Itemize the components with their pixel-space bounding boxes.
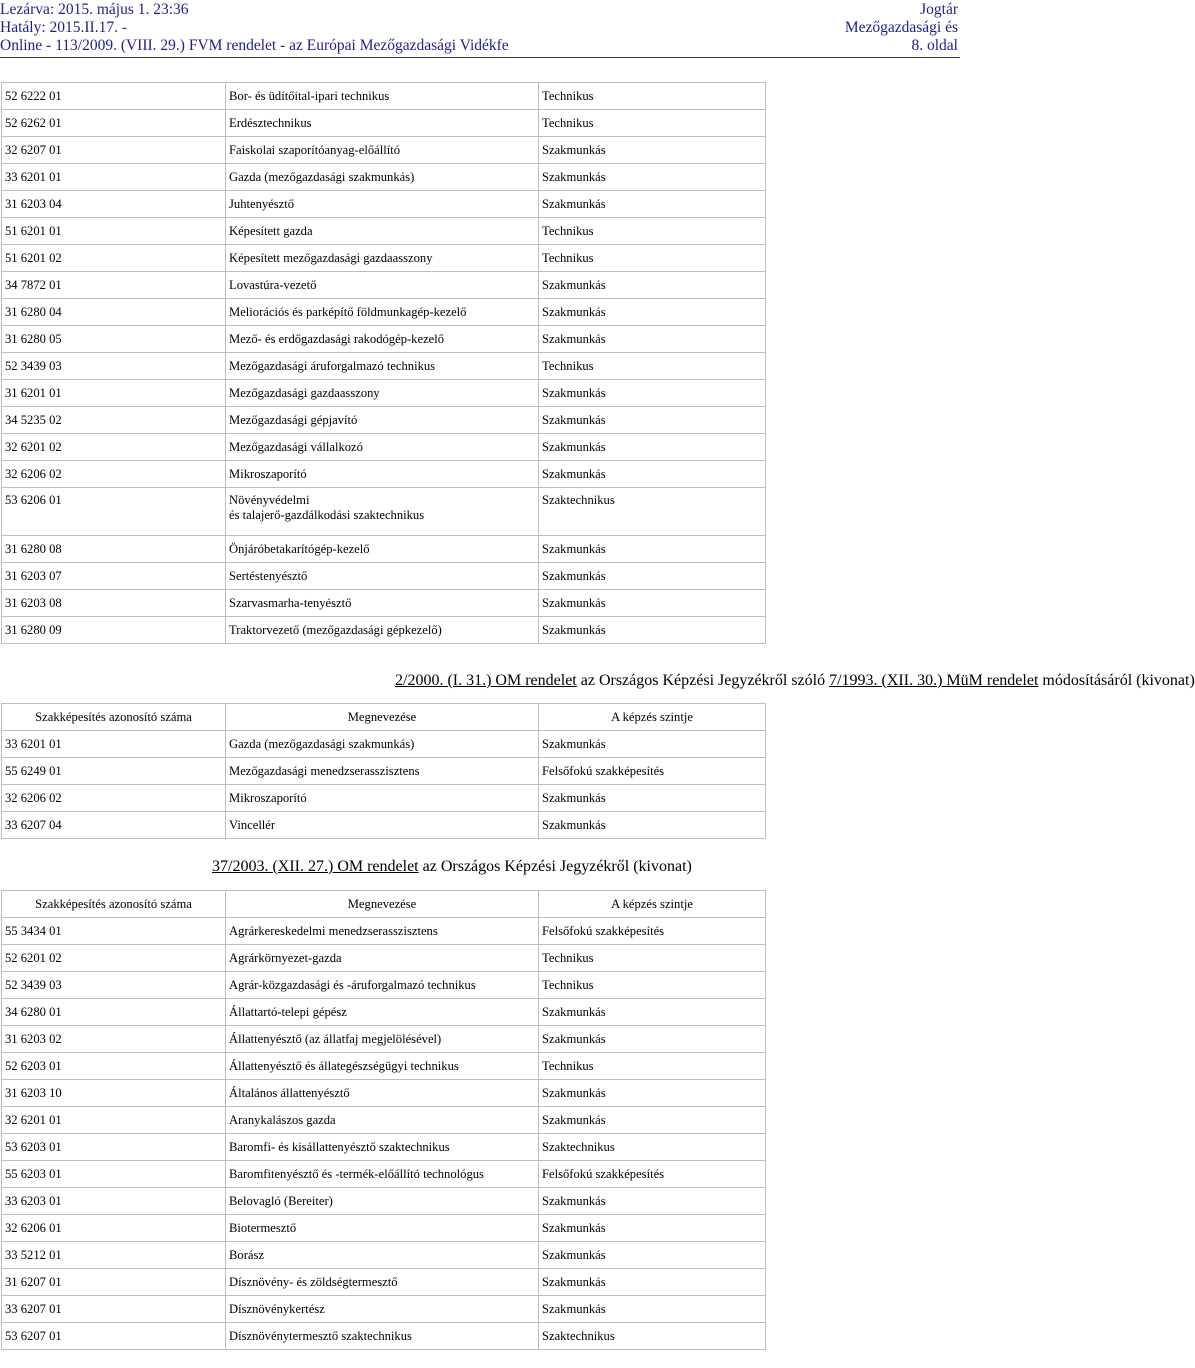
table-row [2, 1161, 766, 1188]
qualification-name-cell: Mezőgazdasági gépjavító [226, 407, 539, 434]
training-level-cell: Szakmunkás [539, 272, 766, 299]
training-level-cell: Szakmunkás [539, 617, 766, 644]
table-row [2, 590, 766, 617]
training-level-cell: Technikus [539, 353, 766, 380]
table-row [2, 918, 766, 945]
header-divider [0, 57, 960, 58]
table-row [2, 137, 766, 164]
qualification-name-cell: Baromfitenyésztő és -termék-előállító technológus [226, 1161, 539, 1188]
qualification-name-cell: Lovastúra-vezető [226, 272, 539, 299]
table-row [2, 83, 766, 110]
table-row [2, 191, 766, 218]
qualification-code-cell: 55 6249 01 [2, 758, 226, 785]
qualification-name-cell: Növényvédelmi és talajerő-gazdálkodási szaktechnikus [226, 488, 539, 536]
decree-link[interactable]: 37/2003. (XII. 27.) OM rendelet [212, 858, 419, 875]
training-level-cell: Technikus [539, 972, 766, 999]
qualification-code-cell: 33 5212 01 [2, 1242, 226, 1269]
table-row [2, 380, 766, 407]
table-row [2, 1107, 766, 1134]
qualification-name-cell: Képesített mezőgazdasági gazdaasszony [226, 245, 539, 272]
qualification-name-cell: Mikroszaporító [226, 785, 539, 812]
qualification-name-cell: Agrárkereskedelmi menedzserasszisztens [226, 918, 539, 945]
training-level-cell: Szakmunkás [539, 1242, 766, 1269]
qualification-name-cell: Képesített gazda [226, 218, 539, 245]
training-level-cell: Szakmunkás [539, 380, 766, 407]
caption-text: módosításáról (kivonat) [1038, 672, 1195, 689]
qualification-name-cell: Biotermesztő [226, 1215, 539, 1242]
training-level-cell: Szakmunkás [539, 1188, 766, 1215]
column-header: A képzés szintje [539, 891, 766, 918]
qualification-name-cell: Belovagló (Bereiter) [226, 1188, 539, 1215]
qualification-name-cell: Szarvasmarha-tenyésztő [226, 590, 539, 617]
table-header-row [2, 891, 766, 918]
qualification-code-cell: 33 6201 01 [2, 164, 226, 191]
qualification-code-cell: 31 6203 10 [2, 1080, 226, 1107]
training-level-cell: Technikus [539, 945, 766, 972]
table-row [2, 758, 766, 785]
qualification-code-cell: 34 6280 01 [2, 999, 226, 1026]
qualification-name-cell: Gazda (mezőgazdasági szakmunkás) [226, 164, 539, 191]
qualification-name-cell: Aranykalászos gazda [226, 1107, 539, 1134]
qualification-name-cell: Mezőgazdasági áruforgalmazó technikus [226, 353, 539, 380]
qualification-code-cell: 55 3434 01 [2, 918, 226, 945]
training-level-cell: Technikus [539, 218, 766, 245]
header-source: Jogtár [920, 1, 958, 18]
decree-link[interactable]: 7/1993. (XII. 30.) MüM rendelet [829, 672, 1039, 689]
table-row [2, 1215, 766, 1242]
table-row [2, 164, 766, 191]
table-row [2, 1323, 766, 1350]
table-row [2, 617, 766, 644]
page-header [0, 0, 960, 56]
qualification-code-cell: 52 6203 01 [2, 1053, 226, 1080]
column-header: Megnevezése [226, 891, 539, 918]
training-level-cell: Szakmunkás [539, 812, 766, 839]
qualification-code-cell: 31 6203 04 [2, 191, 226, 218]
training-level-cell: Szakmunkás [539, 1215, 766, 1242]
table-row [2, 218, 766, 245]
training-level-cell: Szakmunkás [539, 1296, 766, 1323]
training-level-cell: Szakmunkás [539, 999, 766, 1026]
qualification-name-cell: Mező- és erdőgazdasági rakodógép-kezelő [226, 326, 539, 353]
table-row [2, 945, 766, 972]
training-level-cell: Szakmunkás [539, 137, 766, 164]
table-row [2, 1134, 766, 1161]
training-level-cell: Szakmunkás [539, 1026, 766, 1053]
table-row [2, 999, 766, 1026]
table-row [2, 731, 766, 758]
qualification-code-cell: 53 6203 01 [2, 1134, 226, 1161]
qualification-name-cell: Agrárkörnyezet-gazda [226, 945, 539, 972]
training-level-cell: Szakmunkás [539, 191, 766, 218]
qualification-code-cell: 32 6206 02 [2, 461, 226, 488]
qualification-name-cell: Traktorvezető (mezőgazdasági gépkezelő) [226, 617, 539, 644]
qualification-code-cell: 33 6201 01 [2, 731, 226, 758]
table-row [2, 1269, 766, 1296]
decree-link[interactable]: 2/2000. (I. 31.) OM rendelet [395, 672, 577, 689]
qualification-code-cell: 32 6201 02 [2, 434, 226, 461]
header-closed-date: Lezárva: 2015. május 1. 23:36 [0, 1, 189, 18]
qualification-name-cell: Mezőgazdasági vállalkozó [226, 434, 539, 461]
table-header-row [2, 704, 766, 731]
table-row [2, 1188, 766, 1215]
qualification-name-cell: Mezőgazdasági menedzserasszisztens [226, 758, 539, 785]
qualification-code-cell: 53 6207 01 [2, 1323, 226, 1350]
qualification-code-cell: 51 6201 02 [2, 245, 226, 272]
caption-text: az Országos Képzési Jegyzékről szóló [576, 672, 830, 689]
training-level-cell: Szaktechnikus [539, 1323, 766, 1350]
qualification-name-cell: Önjáróbetakarítógép-kezelő [226, 536, 539, 563]
training-level-cell: Szakmunkás [539, 434, 766, 461]
training-level-cell: Szakmunkás [539, 1080, 766, 1107]
qualification-code-cell: 31 6203 02 [2, 1026, 226, 1053]
column-header: Megnevezése [226, 704, 539, 731]
qualification-code-cell: 34 7872 01 [2, 272, 226, 299]
column-header: Szakképesítés azonosító száma [2, 891, 226, 918]
qualification-name-cell: Mikroszaporító [226, 461, 539, 488]
qualification-name-cell: Dísznövény- és zöldségtermesztő [226, 1269, 539, 1296]
table-row [2, 536, 766, 563]
qualification-code-cell: 32 6206 01 [2, 1215, 226, 1242]
column-header: A képzés szintje [539, 704, 766, 731]
training-level-cell: Szaktechnikus [539, 1134, 766, 1161]
table-row [2, 1026, 766, 1053]
qualification-code-cell: 32 6206 02 [2, 785, 226, 812]
table-row [2, 1053, 766, 1080]
training-level-cell: Felsőfokú szakképesítés [539, 1161, 766, 1188]
header-document-title: Online - 113/2009. (VIII. 29.) FVM rendelet - az Európai Mezőgazdasági Vidékfe [0, 37, 509, 54]
qualification-code-cell: 33 6207 04 [2, 812, 226, 839]
table-row [2, 326, 766, 353]
qualifications-table-2 [1, 703, 766, 839]
training-level-cell: Szaktechnikus [539, 488, 766, 536]
qualification-code-cell: 55 6203 01 [2, 1161, 226, 1188]
training-level-cell: Szakmunkás [539, 563, 766, 590]
qualification-code-cell: 31 6203 08 [2, 590, 226, 617]
section-caption-2 [395, 671, 1195, 691]
table-row [2, 299, 766, 326]
qualification-name-cell: Gazda (mezőgazdasági szakmunkás) [226, 731, 539, 758]
header-section: Mezőgazdasági és [844, 19, 958, 36]
table-row [2, 245, 766, 272]
training-level-cell: Szakmunkás [539, 461, 766, 488]
qualification-code-cell: 31 6280 05 [2, 326, 226, 353]
qualification-name-cell: Faiskolai szaporítóanyag-előállító [226, 137, 539, 164]
qualification-name-cell: Borász [226, 1242, 539, 1269]
qualification-name-cell: Baromfi- és kisállattenyésztő szaktechnikus [226, 1134, 539, 1161]
qualification-code-cell: 31 6207 01 [2, 1269, 226, 1296]
training-level-cell: Technikus [539, 110, 766, 137]
table-row [2, 461, 766, 488]
table-row [2, 812, 766, 839]
training-level-cell: Szakmunkás [539, 326, 766, 353]
qualification-name-cell: Állattenyésztő (az állatfaj megjelölésével) [226, 1026, 539, 1053]
training-level-cell: Szakmunkás [539, 1269, 766, 1296]
table-row [2, 407, 766, 434]
qualification-name-cell: Vincellér [226, 812, 539, 839]
qualification-code-cell: 31 6280 08 [2, 536, 226, 563]
qualification-code-cell: 53 6206 01 [2, 488, 226, 536]
table-row [2, 110, 766, 137]
qualification-name-cell: Bor- és üdítőital-ipari technikus [226, 83, 539, 110]
qualification-name-cell: Általános állattenyésztő [226, 1080, 539, 1107]
qualification-name-cell: Juhtenyésztő [226, 191, 539, 218]
qualification-code-cell: 31 6201 01 [2, 380, 226, 407]
training-level-cell: Szakmunkás [539, 731, 766, 758]
table-row [2, 434, 766, 461]
qualification-name-cell: Meliorációs és parképítő földmunkagép-kezelő [226, 299, 539, 326]
training-level-cell: Technikus [539, 83, 766, 110]
qualification-code-cell: 32 6207 01 [2, 137, 226, 164]
qualification-code-cell: 52 3439 03 [2, 353, 226, 380]
qualifications-table-1 [1, 82, 766, 644]
qualification-code-cell: 52 6222 01 [2, 83, 226, 110]
qualification-code-cell: 51 6201 01 [2, 218, 226, 245]
qualification-code-cell: 31 6280 04 [2, 299, 226, 326]
table-row [2, 972, 766, 999]
qualification-name-cell: Állattenyésztő és állategészségügyi technikus [226, 1053, 539, 1080]
training-level-cell: Technikus [539, 245, 766, 272]
qualification-code-cell: 33 6207 01 [2, 1296, 226, 1323]
table-row [2, 1296, 766, 1323]
table-row [2, 272, 766, 299]
table-row [2, 488, 766, 536]
header-page-number: 8. oldal [911, 37, 958, 54]
training-level-cell: Szakmunkás [539, 536, 766, 563]
training-level-cell: Szakmunkás [539, 407, 766, 434]
training-level-cell: Szakmunkás [539, 299, 766, 326]
qualification-name-cell: Erdésztechnikus [226, 110, 539, 137]
table-row [2, 1080, 766, 1107]
training-level-cell: Szakmunkás [539, 164, 766, 191]
qualification-name-cell: Mezőgazdasági gazdaasszony [226, 380, 539, 407]
qualification-code-cell: 33 6203 01 [2, 1188, 226, 1215]
table-row [2, 1242, 766, 1269]
qualification-name-cell: Dísznövénykertész [226, 1296, 539, 1323]
qualification-code-cell: 34 5235 02 [2, 407, 226, 434]
column-header: Szakképesítés azonosító száma [2, 704, 226, 731]
qualification-name-cell: Dísznövénytermesztő szaktechnikus [226, 1323, 539, 1350]
qualification-code-cell: 52 3439 03 [2, 972, 226, 999]
qualification-code-cell: 32 6201 01 [2, 1107, 226, 1134]
qualification-code-cell: 52 6262 01 [2, 110, 226, 137]
qualification-name-cell: Agrár-közgazdasági és -áruforgalmazó technikus [226, 972, 539, 999]
training-level-cell: Technikus [539, 1053, 766, 1080]
training-level-cell: Felsőfokú szakképesítés [539, 758, 766, 785]
table-row [2, 785, 766, 812]
caption-text: az Országos Képzési Jegyzékről (kivonat) [418, 858, 692, 875]
qualification-name-cell: Állattartó-telepi gépész [226, 999, 539, 1026]
qualification-code-cell: 31 6280 09 [2, 617, 226, 644]
training-level-cell: Szakmunkás [539, 1107, 766, 1134]
qualifications-table-3 [1, 890, 766, 1350]
qualification-name-cell: Sertéstenyésztő [226, 563, 539, 590]
training-level-cell: Szakmunkás [539, 590, 766, 617]
qualification-code-cell: 52 6201 02 [2, 945, 226, 972]
qualification-code-cell: 31 6203 07 [2, 563, 226, 590]
training-level-cell: Felsőfokú szakképesítés [539, 918, 766, 945]
table-row [2, 353, 766, 380]
section-caption-3 [212, 857, 692, 877]
header-effective-date: Hatály: 2015.II.17. - [0, 19, 127, 36]
table-row [2, 563, 766, 590]
training-level-cell: Szakmunkás [539, 785, 766, 812]
